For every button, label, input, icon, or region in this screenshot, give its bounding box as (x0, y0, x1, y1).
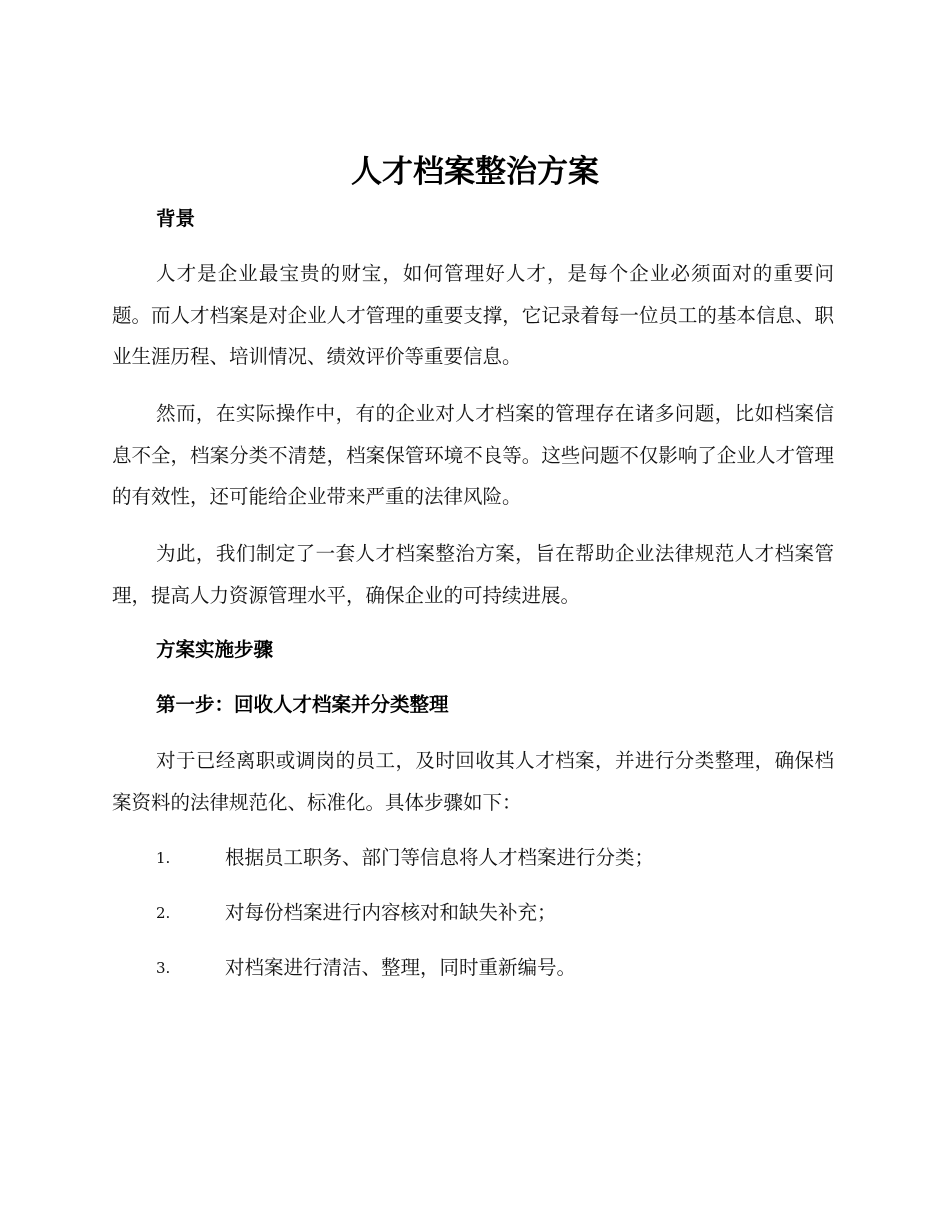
background-paragraph-1: 人才是企业最宝贵的财宝，如何管理好人才，是每个企业必须面对的重要问题。而人才档案是对企业人才管理的重要支撑，它记录着每一位员工的基本信息、职业生涯历程、培训情况、绩效评价等重要信息。 (112, 262, 834, 368)
list-item-number: 3. (156, 959, 171, 977)
list-item-number: 1. (156, 849, 171, 867)
background-paragraph-3: 为此，我们制定了一套人才档案整治方案，旨在帮助企业法律规范人才档案管理，提高人力资源管理水平，确保企业的可持续进展。 (112, 542, 834, 607)
list-item (156, 953, 836, 983)
list-item-text: 根据员工职务、部门等信息将人才档案进行分类； (225, 846, 655, 869)
list-item (156, 843, 836, 873)
list-item-number: 2. (156, 904, 171, 922)
step1-heading: 第一步：回收人才档案并分类整理 (156, 693, 449, 716)
list-item-text: 对每份档案进行内容核对和缺失补充； (225, 901, 557, 924)
list-item (156, 898, 836, 928)
document-title: 人才档案整治方案 (351, 154, 599, 190)
background-paragraph-2: 然而，在实际操作中，有的企业对人才档案的管理存在诸多问题，比如档案信息不全，档案分类不清楚，档案保管环境不良等。这些问题不仅影响了企业人才管理的有效性，还可能给企业带来严重的法律风险。 (112, 402, 834, 508)
section-heading-background: 背景 (156, 207, 196, 230)
section-heading-steps: 方案实施步骤 (156, 638, 274, 661)
list-item-text: 对档案进行清洁、整理，同时重新编号。 (225, 956, 577, 979)
step1-paragraph: 对于已经离职或调岗的员工，及时回收其人才档案，并进行分类整理，确保档案资料的法律规范化、标准化。具体步骤如下： (112, 749, 834, 814)
